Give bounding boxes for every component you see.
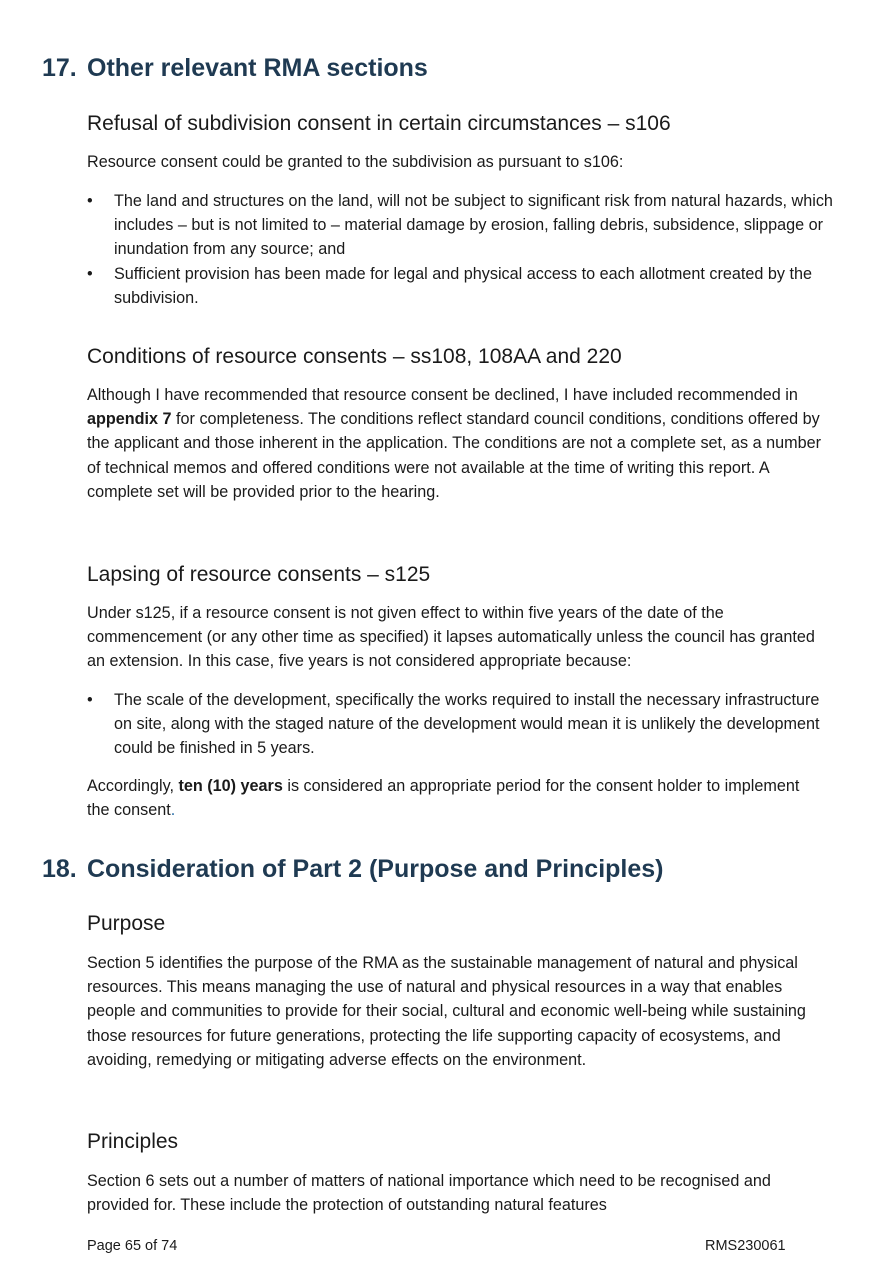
lapsing-closing-before: Accordingly, [87,777,179,795]
lapsing-bullet-1 [87,688,827,761]
section-18-title: Consideration of Part 2 (Purpose and Principles) [87,855,664,883]
conditions-text-after: for completeness. The conditions reflect standard council conditions, conditions offered by the applicant and those inherent in the application. The conditions are not a complete set, as a number of technical memos and offered conditions were not available at the time of writing this report. A complete set will be provided prior to the hearing. [87,410,822,501]
purpose-paragraph: Section 5 identifies the purpose of the RMA as the sustainable management of natural and physical resources. This means managing the use of natural and physical resources in a way that enables people and communities to provide for their social, cultural and economic well-being while sustaining those resources for future generations, protecting the life supporting capacity of ecosystems, and avoiding, remedying or mitigating adverse effects on the environment. [87,954,806,1069]
s106-bullet-2-text: Sufficient provision has been made for legal and physical access to each allotment created by the subdivision. [114,265,812,308]
purpose-heading: Purpose [87,912,166,935]
lapsing-closing-after: is considered an appropriate period for the consent holder to implement the consent [87,777,800,820]
s106-bullet-1 [87,189,847,262]
conditions-paragraph [87,383,837,504]
section-17-number: 17. [42,54,77,82]
s106-bullet-1-text: The land and structures on the land, will not be subject to significant risk from natural hazards, which includes – but is not limited to – material damage by erosion, falling debris, subsidence, slippage or inundation from any source; and [114,192,833,259]
lapsing-closing-end: . [170,801,176,820]
section-18-heading [42,855,664,884]
s106-intro: Resource consent could be granted to the subdivision as pursuant to s106: [87,153,624,171]
bullet-icon: • [87,691,93,709]
s106-bullet-2 [87,262,847,310]
lapsing-intro: Under s125, if a resource consent is not given effect to within five years of the date of the commencement (or any other time as specified) it lapses automatically unless the council has granted an extension. In this case, five years is not considered appropriate because: [87,604,815,671]
s106-heading: Refusal of subdivision consent in certain circumstances – s106 [87,112,671,135]
lapsing-bullet-1-text: The scale of the development, specifically the works required to install the necessary infrastructure on site, along with the staged nature of the development would mean it is unlikely the development could be finished in 5 years. [114,691,820,758]
page-number: Page 65 of 74 [87,1238,178,1254]
conditions-heading: Conditions of resource consents – ss108, 108AA and 220 [87,345,622,368]
bullet-icon: • [87,265,93,283]
section-18-number: 18. [42,855,77,883]
lapsing-closing [87,774,807,822]
conditions-appendix-ref: appendix 7 [87,410,172,429]
bullet-icon: • [87,192,93,210]
principles-heading: Principles [87,1130,179,1153]
principles-paragraph: Section 6 sets out a number of matters of national importance which need to be recognised and provided for. These include the protection of outstanding natural features [87,1172,771,1215]
section-17-title: Other relevant RMA sections [87,54,428,82]
lapsing-heading: Lapsing of resource consents – s125 [87,563,431,586]
document-reference: RMS230061 [705,1238,786,1254]
lapsing-period: ten (10) years [178,777,283,795]
conditions-text-before: Although I have recommended that resource consent be declined, I have included recommended in [87,386,798,404]
section-17-heading [42,54,428,83]
